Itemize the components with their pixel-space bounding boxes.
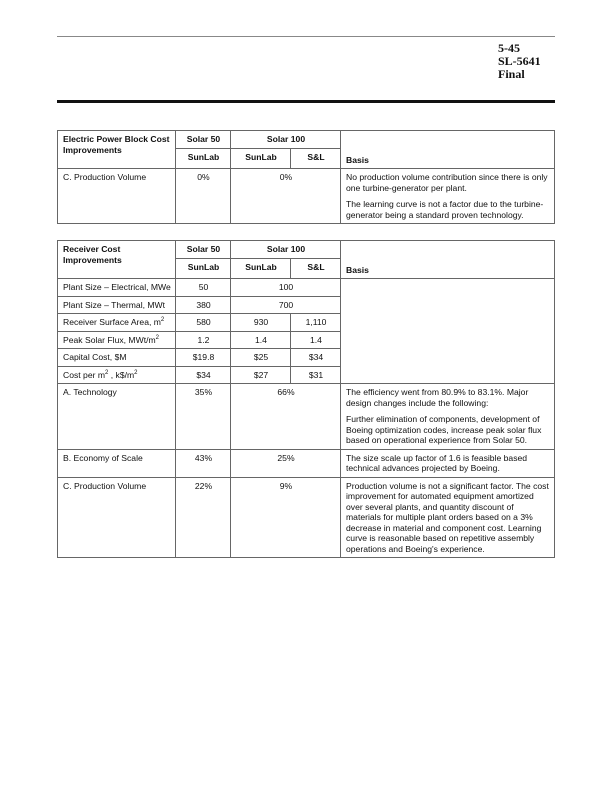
col-basis: Basis — [341, 131, 555, 169]
row-label — [58, 366, 176, 384]
superscript: 2 — [155, 334, 159, 341]
basis-text: The efficiency went from 80.9% to 83.1%. Major design changes include the following: — [346, 387, 529, 408]
cell: 380 — [176, 296, 231, 314]
header-divider — [57, 100, 555, 103]
label-text: Receiver Surface Area, m — [63, 317, 161, 327]
sub-sunlab: SunLab — [231, 259, 291, 279]
document-id: SL-5641 — [498, 54, 541, 68]
cell: 580 — [176, 314, 231, 332]
cell: 1.4 — [291, 331, 341, 349]
label-text: , k$/m — [108, 369, 135, 380]
col-solar50: Solar 50 — [176, 241, 231, 259]
cell: $31 — [291, 366, 341, 384]
row-label: A. Technology — [58, 384, 176, 450]
basis-text: The learning curve is not a factor due to the turbine-generator being a standard proven technology. — [346, 199, 544, 220]
cell: 9% — [231, 477, 341, 558]
cell: 100 — [231, 279, 341, 297]
cell: $34 — [176, 366, 231, 384]
row-label: B. Economy of Scale — [58, 449, 176, 477]
basis-text: The size scale up factor of 1.6 is feasible based technical advances projected by Boeing. — [346, 452, 528, 473]
page-header — [498, 42, 541, 81]
label-text: Cost per m — [63, 369, 106, 380]
row-label: Plant Size – Electrical, MWe — [58, 279, 176, 297]
table-row — [58, 449, 555, 477]
sub-sl: S&L — [291, 259, 341, 279]
basis-cell — [341, 384, 555, 450]
basis-cell — [341, 449, 555, 477]
table-title: Receiver Cost Improvements — [58, 241, 176, 279]
cell: 50 — [176, 279, 231, 297]
sub-sunlab: SunLab — [176, 149, 231, 169]
superscript: 2 — [134, 369, 138, 376]
cell: 0% — [231, 169, 341, 224]
superscript: 2 — [160, 317, 165, 324]
power-block-table — [57, 130, 555, 224]
basis-cell — [341, 477, 555, 558]
table-row — [58, 384, 555, 450]
cell: $25 — [231, 349, 291, 367]
basis-text: Further elimination of components, development of Boeing optimization codes, increase peak solar flux based on operational experience from Solar 50. — [346, 414, 542, 445]
cell: 0% — [176, 169, 231, 224]
cell: $34 — [291, 349, 341, 367]
cell: 1.4 — [231, 331, 291, 349]
row-label: C. Production Volume — [58, 477, 176, 558]
table-row — [58, 279, 555, 297]
sub-sunlab: SunLab — [231, 149, 291, 169]
cell: 1,110 — [291, 314, 341, 332]
superscript: 2 — [105, 369, 109, 376]
page-number: 5-45 — [498, 41, 520, 55]
cell: 930 — [231, 314, 291, 332]
row-label — [58, 331, 176, 349]
row-label: C. Production Volume — [58, 169, 176, 224]
row-label: Capital Cost, $M — [58, 349, 176, 367]
col-solar100: Solar 100 — [231, 131, 341, 149]
basis-cell — [341, 169, 555, 224]
table-title: Electric Power Block Cost Improvements — [58, 131, 176, 169]
table-row — [58, 169, 555, 224]
cell: 1.2 — [176, 331, 231, 349]
col-solar100: Solar 100 — [231, 241, 341, 259]
document-status: Final — [498, 67, 525, 81]
basis-cell-empty — [341, 279, 555, 384]
cell: 66% — [231, 384, 341, 450]
col-solar50: Solar 50 — [176, 131, 231, 149]
basis-text: Production volume is not a significant factor. The cost improvement for automated equipment amortized over several plants, and quantity discount of materials for multiple plant orders based on a 3% decrease in material and component cost. Learning curve is reasonable based on repetitive assembly operations and Boeing's experience. — [346, 480, 549, 554]
row-label: Plant Size – Thermal, MWt — [58, 296, 176, 314]
label-text: Peak Solar Flux, MWt/m — [63, 334, 156, 345]
basis-text: No production volume contribution since there is only one turbine-generator per plant. — [346, 172, 548, 193]
table-row — [58, 477, 555, 558]
cell: $27 — [231, 366, 291, 384]
cell: 35% — [176, 384, 231, 450]
sub-sunlab: SunLab — [176, 259, 231, 279]
row-label — [58, 314, 176, 332]
header-rule — [57, 36, 555, 37]
cell: 22% — [176, 477, 231, 558]
cell: 25% — [231, 449, 341, 477]
sub-sl: S&L — [291, 149, 341, 169]
cell: 43% — [176, 449, 231, 477]
receiver-table — [57, 240, 555, 558]
cell: 700 — [231, 296, 341, 314]
cell: $19.8 — [176, 349, 231, 367]
col-basis: Basis — [341, 241, 555, 279]
